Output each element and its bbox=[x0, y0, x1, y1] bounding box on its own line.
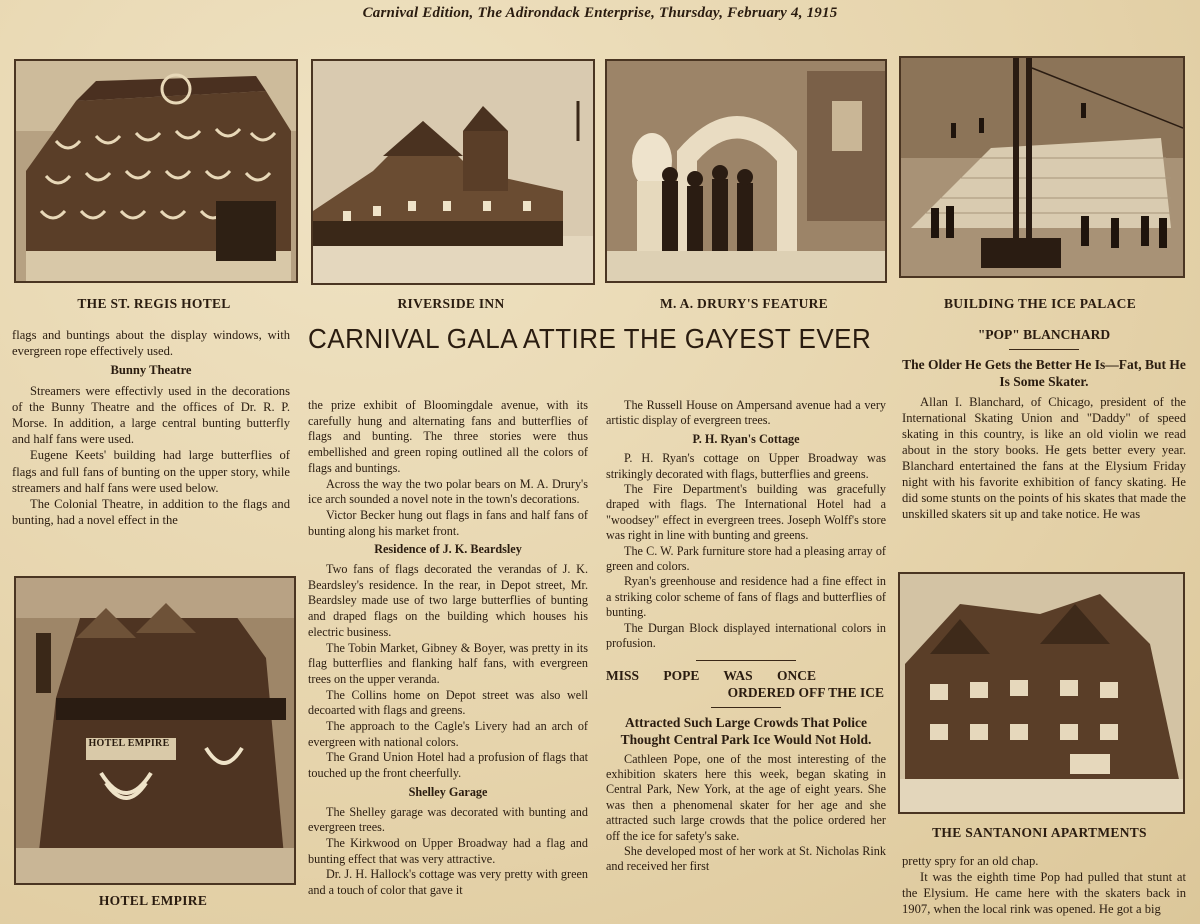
subhead-beardsley-residence: Residence of J. K. Beardsley bbox=[374, 542, 522, 557]
caption-riverside-inn: RIVERSIDE INN bbox=[397, 296, 505, 311]
divider bbox=[711, 707, 781, 708]
col1-paragraph: Eugene Keets' building had large butterflies of flags and full fans of bunting on the upper story, while streamers and half fans were used below. bbox=[12, 448, 290, 495]
column-3 bbox=[606, 398, 886, 875]
col3-paragraph: Ryan's greenhouse and residence had a fine effect in a striking color scheme of fans of flags and butterflies of bunting. bbox=[606, 574, 886, 620]
photo-hotel-empire bbox=[14, 576, 296, 885]
caption-st-regis-hotel: THE ST. REGIS HOTEL bbox=[77, 296, 231, 311]
photo-drury-feature bbox=[605, 59, 887, 283]
col2-paragraph: The Grand Union Hotel had a profusion of flags that touched up the front cheerfully. bbox=[308, 750, 588, 781]
main-headline: CARNIVAL GALA ATTIRE THE GAYEST EVER bbox=[308, 323, 872, 354]
col2-paragraph: The Collins home on Depot street was also well decoarted with flags and greens. bbox=[308, 687, 588, 718]
hotel-empire-sign: HOTEL EMPIRE bbox=[88, 738, 170, 749]
column-4 bbox=[902, 326, 1186, 522]
col2-paragraph: Victor Becker hung out flags in fans and half fans of bunting along his market front. bbox=[308, 507, 588, 538]
col3-paragraph: The Fire Department's building was gracefully draped with flags. The International Hotel had a "woodsey" effect in evergreen trees. Joseph Wolff's store was right in line with bunting and greens. bbox=[606, 482, 886, 543]
caption-drury-feature: M. A. DRURY'S FEATURE bbox=[660, 296, 828, 311]
page-header: Carnival Edition, The Adirondack Enterprise, Thursday, February 4, 1915 bbox=[362, 5, 838, 21]
col4-paragraph: Allan I. Blanchard, of Chicago, president of the International Skating Union and "Daddy" of speed skating in this country, is like an old violin we read about in the story books. He gets better every year. Blanchard entertained the fans at the Elysium Friday night with his favorite exhibition of fancy skating. He did some stunts on the points of his skates that made the unskilled skaters sit up and take notice. He was bbox=[902, 395, 1186, 521]
subhead-bunny-theatre: Bunny Theatre bbox=[110, 363, 192, 378]
col2-paragraph: The Tobin Market, Gibney & Boyer, was pretty in its flag butterflies and flanking half fans, with evergreen trees on the upper veranda. bbox=[308, 640, 588, 686]
column-4-bottom bbox=[902, 853, 1186, 917]
divider bbox=[696, 660, 796, 661]
photo-ice-palace bbox=[899, 56, 1185, 278]
photo-riverside-inn bbox=[311, 59, 595, 285]
pope-headline-line-1: MISS POPE WAS ONCE bbox=[606, 667, 816, 683]
col4-paragraph: It was the eighth time Pop had pulled that stunt at the Elysium. He came here with the skaters back in 1907, when the local rink was opened. He got a big bbox=[902, 870, 1186, 916]
col3-paragraph: Cathleen Pope, one of the most interesting of the exhibition skaters here this week, began skating in Central Park, New York, at the age of eight years. She was then a phenomenal skater for her age and she attracted such large crowds that the police ordered her off the ice for safety's sake. bbox=[606, 751, 886, 843]
caption-ice-palace: BUILDING THE ICE PALACE bbox=[943, 296, 1137, 311]
col2-paragraph: The Shelley garage was decorated with bunting and evergreen trees. bbox=[308, 804, 588, 835]
col2-paragraph: The Kirkwood on Upper Broadway had a flag and bunting effect that was very attractive. bbox=[308, 835, 588, 866]
divider bbox=[1009, 349, 1079, 350]
col3-paragraph: She developed most of her work at St. Nicholas Rink and received her first bbox=[606, 843, 886, 874]
col4-paragraph: pretty spry for an old chap. bbox=[902, 854, 1039, 868]
col3-paragraph: The Russell House on Ampersand avenue had a very artistic display of evergreen trees. bbox=[606, 398, 886, 428]
col1-continued-text: flags and buntings about the display windows, with evergreen rope effectively used. bbox=[12, 328, 290, 359]
photo-santanoni-apartments bbox=[898, 572, 1185, 814]
caption-hotel-empire: HOTEL EMPIRE bbox=[98, 893, 208, 908]
subhead-ryan-cottage: P. H. Ryan's Cottage bbox=[692, 431, 800, 446]
col2-paragraph: Dr. J. H. Hallock's cottage was very pretty with green and a touch of color that gave it bbox=[308, 867, 588, 898]
col2-paragraph: Two fans of flags decorated the verandas of J. K. Beardsley's residence. In the rear, in Depot street, Mr. Beardsley made use of two large butterflies of bunting and draped flags on the building which houses his electric business. bbox=[308, 562, 588, 639]
pope-deck: Attracted Such Large Crowds That Police Thought Central Park Ice Would Not Hold. bbox=[620, 714, 872, 747]
col3-paragraph: The Durgan Block displayed international colors in profusion. bbox=[606, 620, 886, 651]
col2-paragraph: The approach to the Cagle's Livery had an arch of evergreen with national colors. bbox=[308, 719, 588, 749]
blanchard-deck: The Older He Gets the Better He Is—Fat, But He Is Some Skater. bbox=[902, 357, 1186, 389]
subhead-shelley-garage: Shelley Garage bbox=[408, 784, 488, 799]
column-2 bbox=[308, 398, 588, 899]
blanchard-headline: "POP" BLANCHARD bbox=[977, 327, 1111, 342]
col2-paragraph: the prize exhibit of Bloomingdale avenue, with its carefully hung and alternating fans and butterflies of flags and bunting. The three stories were thus embellished and green roping outlined all the colors of flags and buntings. bbox=[308, 398, 588, 475]
col1-paragraph: The Colonial Theatre, in addition to the flags and bunting, had a novel effect in the bbox=[12, 497, 290, 528]
col2-paragraph: Across the way the two polar bears on M. A. Drury's ice arch sounded a novel note in the town's decorations. bbox=[308, 476, 588, 507]
col3-paragraph: P. H. Ryan's cottage on Upper Broadway was strikingly decorated with flags, butterflies and greens. bbox=[606, 451, 886, 481]
col3-paragraph: The C. W. Park furniture store had a pleasing array of green and colors. bbox=[606, 543, 886, 574]
column-1-top bbox=[12, 327, 290, 528]
photo-st-regis-hotel bbox=[14, 59, 298, 283]
caption-santanoni-apartments: THE SANTANONI APARTMENTS bbox=[932, 825, 1147, 840]
col1-paragraph: Streamers were effectivly used in the decorations of the Bunny Theatre and the offices of Dr. R. P. Morse. In addition, a large central bunting butterfly and half fans were used. bbox=[12, 383, 290, 447]
pope-headline-line-2: ORDERED OFF THE ICE bbox=[727, 684, 884, 700]
